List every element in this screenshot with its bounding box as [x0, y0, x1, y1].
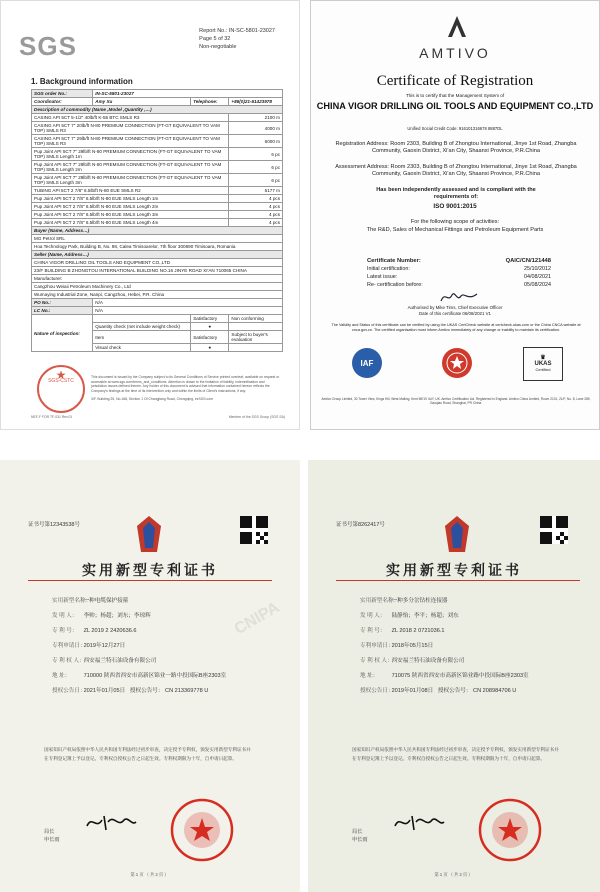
- utility-name: 一种多分岔钻柱连接器: [391, 598, 448, 604]
- subject-header: Subject to buyer's evaluation: [229, 331, 283, 344]
- ukas-badge: ♛ UKAS Certified: [523, 347, 563, 381]
- commodity-row: [32, 135, 283, 148]
- commodity-row: [32, 114, 283, 122]
- commodity-quantity: 5177 m: [229, 187, 283, 195]
- title-divider: [336, 580, 580, 581]
- svg-text:IAF: IAF: [360, 359, 374, 368]
- page-footer: 第1页（共2页）: [130, 872, 170, 877]
- company-name: CHINA VIGOR DRILLING OIL TOOLS AND EQUIPMENT CO.,LTD: [316, 101, 594, 111]
- recert-date: 05/08/2024: [524, 282, 551, 288]
- background-table: [31, 89, 283, 352]
- report-meta: [199, 27, 275, 51]
- sgs-footer-bar: NEF-F FOR TF-031 Rev.01 Member of the SGS Group (SGS SA): [31, 415, 285, 419]
- commodity-description: Pup Joint API 5CT 7" 29lb/ft N-80 PREMIUM CONNECTION (FT-GT EQUIVALENT TO VAM TOP) SMLS Length 2m: [32, 161, 229, 174]
- commodity-quantity: 4 pcs: [229, 195, 283, 203]
- commodity-description: CASING API 5CT 7" 29lb/ft N-80 PREMIUM CONNECTION (FT-GT EQUIVALENT TO VAM TOP) SMLS R3: [32, 135, 229, 148]
- certificate-title: Certificate of Registration: [376, 73, 534, 89]
- seller-name: CHINA VIGOR DRILLING OIL TOOLS AND EQUIPMENT CO.,LTD: [32, 259, 283, 267]
- cnipa-watermark: CNIPA: [232, 599, 283, 639]
- commodity-quantity: 4 pcs: [229, 219, 283, 227]
- commodity-description: Pup Joint API 5CT 7" 29lb/ft N-80 PREMIUM CONNECTION (FT-GT EQUIVALENT TO VAM TOP) SMLS Length 3m: [32, 174, 229, 187]
- grant-date: 2021年01月05日: [83, 688, 126, 694]
- sgs-report-page: [0, 0, 300, 430]
- po-value: N/A: [93, 299, 283, 307]
- qty-nonconf-cell: [229, 323, 283, 331]
- satisfactory-header: Satisfactory: [191, 315, 229, 323]
- commodity-quantity: 4 pcs: [229, 211, 283, 219]
- telephone-label: Telephone:: [191, 98, 229, 106]
- scope-intro: For the following scope of activities:: [410, 219, 500, 225]
- manufacturer-label: Manufacturer:: [32, 275, 283, 283]
- coordinator-value: Amy Xu: [93, 98, 191, 106]
- certificate-number: 证书号第8262417号: [336, 522, 385, 528]
- satisfactory-header-2: Satisfactory: [191, 331, 229, 344]
- grant-statement: 国家知识产权局依照中华人民共和国专利法经过初步审查，决定授予专利权，颁发实用新型专利证书并在专利登记簿上予以登记。专利权自授权公告之日起生效。专利权期限为十年，自申请日起算。: [44, 747, 251, 761]
- coordinator-label: Coordinator:: [32, 98, 93, 106]
- blank-cell: [93, 315, 191, 323]
- commodity-description: TUBING API 5CT 2 7/8" 6.5lb/ft N-80 EUE SMLS R2: [32, 187, 229, 195]
- commodity-description: CASING API 5CT 7" 20lb/ft N-80 PREMIUM CONNECTION (FT-GT EQUIVALENT TO VAM TOP) SMLS R3: [32, 122, 229, 135]
- patent-certificate-1: [0, 460, 300, 892]
- buyer-address: Hoa Technology Park, Building B, No. 98, Calea Timisoarelor, 7th floor 300690 Timisoara, Romania: [32, 243, 283, 251]
- iaf-badge-icon: [351, 347, 383, 379]
- patent-title: 实用新型专利证书: [82, 563, 218, 579]
- utility-name: 一种电缆保护接箍: [83, 598, 129, 604]
- grant-statement: 国家知识产权局依照中华人民共和国专利法经过初步审查，决定授予专利权，颁发实用新型专利证书并在专利登记簿上予以登记。专利权自授权公告之日起生效。专利权期限为十年，自申请日起算。: [352, 747, 559, 761]
- cnipa-emblem-icon: [134, 514, 164, 554]
- visual-check-mark: ●: [191, 344, 229, 352]
- assessed-line: Has been independently assessed and is compliant with the requirements of:: [376, 187, 536, 201]
- authorisation: Authorised by Mike Tims, Chief Executive Officer Date of this certificate 06/08/2021 V1: [407, 305, 503, 316]
- commodity-quantity: 6 pc: [229, 148, 283, 161]
- cnipa-emblem-icon: [442, 514, 472, 554]
- lc-label: LC No.:: [32, 307, 93, 315]
- sgs-logo: SGS: [19, 31, 77, 61]
- commodity-row: [32, 122, 283, 135]
- cert-number-label: Certificate Number:: [367, 258, 421, 264]
- commodity-label: Description of commodity (Name ,Model ,Quantity ,…): [32, 106, 283, 114]
- commodity-quantity: 6 pc: [229, 174, 283, 187]
- non-negotiable: Non-negotiable: [199, 44, 237, 50]
- nature-label: Nature of inspection:: [32, 315, 93, 352]
- seller-label: Seller (Name, Address…): [32, 251, 283, 259]
- validity-note: The Validity and Status of this certificate can be verified by using the UKAS CertCheck website at certcheck.ukas.com or the China CNCA website at cnca.gov.cn. The certified organisation must inform Amtivo immediately of any change or inability to maintain its certification.: [331, 323, 581, 332]
- credit-code: Unified Social Credit Code: 916101316678 8887DL: [407, 126, 503, 131]
- nonconforming-header: Non conforming: [229, 315, 283, 323]
- grant-date: 2019年01月08日: [391, 688, 434, 694]
- commodity-quantity: 2100 m: [229, 114, 283, 122]
- certificate-dates: [367, 257, 551, 289]
- cnas-seal-icon: [441, 347, 473, 379]
- director-label: 局长 申长雨: [44, 829, 60, 843]
- page-number: Page 5 of 32: [199, 36, 231, 42]
- director-signature-icon: [84, 812, 138, 834]
- recert-label: Re- certification before:: [367, 282, 423, 288]
- commodity-rows: [32, 114, 283, 227]
- patentee: 西安福兰特石油设备有限公司: [391, 658, 465, 664]
- commodity-row: [32, 203, 283, 211]
- commodity-quantity: 6 pc: [229, 161, 283, 174]
- buyer-label: Buyer (Name, Address…): [32, 227, 283, 235]
- standard: ISO 9001:2015: [433, 203, 477, 210]
- commodity-description: Pup Joint API 5CT 7" 29lb/ft N-80 PREMIUM CONNECTION (FT-GT EQUIVALENT TO VAM TOP) SMLS Length 1m: [32, 148, 229, 161]
- initial-date: 25/10/2012: [524, 266, 551, 272]
- commodity-row: [32, 187, 283, 195]
- official-seal-icon: [478, 798, 542, 862]
- qr-code-icon: [240, 516, 268, 544]
- commodity-row: [32, 174, 283, 187]
- commodity-description: Pup Joint API 5CT 2 7/8" 6.5lb/ft N-80 EUE SMLS Length 4m: [32, 219, 229, 227]
- sgs-footer-text: This document is issued by the Company subject to its General Conditions of Service printed overleaf, available on request or accessible at www.sgs.com/terms_and_conditions. Attention is drawn to the limitation of liability, indemnification and jurisdiction issues defined therein. Any holder of this document is advised that information contained hereon reflects the Company's findings at the time of its intervention only and within the limits of Client's instructions, if any. 3/F, Building 25, No.168, Section 1 Of Changjiang Road, Chongqing, ezSGS.com: [91, 375, 280, 402]
- commodity-row: [32, 219, 283, 227]
- commodity-row: [32, 148, 283, 161]
- commodity-quantity: 4 pcs: [229, 203, 283, 211]
- patent-number: ZL 2019 2 2420636.6: [83, 628, 137, 634]
- certify-line: This is to certify that the Management System of: [405, 93, 505, 98]
- patent-title: 实用新型专利证书: [386, 563, 522, 579]
- commodity-quantity: 4000 m: [229, 122, 283, 135]
- patentee-address: 710000 陕西省西安市高新区锦业一路中投国际B座2303室: [83, 673, 227, 679]
- commodity-row: [32, 211, 283, 219]
- amtivo-footer: Amtivo Group Limited, 30 Tower View, Kings Hill, West Malling, Kent ME19 4UY, UK. Amtivo Certification Ltd. Registered in England. Amtivo China Limited, Room 2101, 21/F, No. 8, Lane 289, Gaoqiao Road, Shanghai, PR China.: [321, 397, 591, 406]
- commodity-row: [32, 161, 283, 174]
- commodity-description: Pup Joint API 5CT 2 7/8" 6.5lb/ft N-80 EUE SMLS Length 2m: [32, 203, 229, 211]
- grant-number: CN 208984706 U: [473, 688, 517, 694]
- director-label: 局长 申长雨: [352, 829, 368, 843]
- certificate-number: 证书号第12343538号: [28, 522, 80, 528]
- telephone-value: +86(0)21-61423978: [229, 98, 283, 106]
- item-header: Item: [93, 331, 191, 344]
- patent-fields: 实用新型名称： 一种多分岔钻柱连接器 发 明 人： 陆静怡；李平；杨超；刘东 专 利 号： ZL 2018 2 0721036.1 专利申请日： 2018年05月15日 专 利 权 人： 西安福兰特石油设备有限公司 地 址： 710075 陕西省西安市高新区锦业路中投国际B座2303室 授权公告日： 2019年01月08日 授权公告号： CN 208984706 U: [360, 598, 529, 694]
- lc-value: N/A: [93, 307, 283, 315]
- buyer-name: MG Petrol SRL: [32, 235, 283, 243]
- title-divider: [28, 580, 272, 581]
- patent-certificate-2: [308, 460, 600, 892]
- director-signature-icon: [392, 812, 446, 834]
- qr-code-icon: [540, 516, 568, 544]
- filing-date: 2019年12月27日: [83, 643, 126, 649]
- grant-number: CN 213369778 U: [165, 688, 209, 694]
- inventors: 李帅；杨超；刘东；李琼辉: [83, 613, 151, 619]
- patentee-address: 710075 陕西省西安市高新区锦业路中投国际B座2303室: [391, 673, 529, 679]
- quantity-check-label: Quantity check (net include weight check): [93, 323, 191, 331]
- amtivo-logo: AMTIVO: [419, 45, 491, 61]
- page-footer: 第1页（共2页）: [434, 872, 474, 877]
- scope-text: The R&D, Sales of Mechanical Fittings and Petroleum Equipment Parts: [366, 227, 544, 233]
- commodity-description: Pup Joint API 5CT 2 7/8" 6.5lb/ft N-80 EUE SMLS Length 3m: [32, 211, 229, 219]
- po-label: PO No.:: [32, 299, 93, 307]
- order-value: IN-SC-5801-23027: [93, 90, 283, 98]
- manufacturer-name: Cangzhou Weiaii Petroleum Machinery Co., Ltd: [32, 283, 283, 291]
- sgs-stamp: ★ SGS-CSTC: [37, 365, 85, 413]
- assessment-address: Assessment Address: Room 2303, Building B of Zhongtou International, Jinye 1st Road, Zhangba Community, Gaoxin District, Xi'an City, Shaanxi Province, P.R.China: [335, 164, 577, 178]
- order-label: SGS order No.:: [32, 90, 93, 98]
- commodity-description: Pup Joint API 5CT 2 7/8" 6.5lb/ft N-80 EUE SMLS Length 1m: [32, 195, 229, 203]
- official-seal-icon: [170, 798, 234, 862]
- visual-check-label: Visual check: [93, 344, 191, 352]
- qty-check-mark: ●: [191, 323, 229, 331]
- cert-number: QAIC/CN/121448: [505, 258, 551, 264]
- patentee: 西安福兰特石油设备有限公司: [83, 658, 157, 664]
- seller-address: 23/F BUILDING B ZHONGTOU INTERNATIONAL BUILDING NO.16 JINYE ROAD XI'AN 710065 CHINA: [32, 267, 283, 275]
- registration-address: Registration Address: Room 2303, Building B of Zhongtou International, Jinye 1st Road, Zhangba Community, Gaoxin District, Xi'an City, Shaanxi Province, P.R.China: [335, 141, 577, 155]
- amtivo-mark-icon: [447, 15, 467, 39]
- latest-label: Latest issue:: [367, 274, 398, 280]
- latest-date: 04/08/2021: [524, 274, 551, 280]
- report-number: Report No.: IN-SC-5801-23027: [199, 28, 275, 34]
- patent-fields: 实用新型名称： 一种电缆保护接箍 发 明 人： 李帅；杨超；刘东；李琼辉 专 利 号： ZL 2019 2 2420636.6 专利申请日： 2019年12月27日 专 利 权 人： 西安福兰特石油设备有限公司 地 址： 710000 陕西省西安市高新区锦业一路中投国际B座2303室 授权公告日： 2021年01月05日 授权公告号： CN 213369778 U: [52, 598, 227, 694]
- signature-icon: [439, 289, 479, 305]
- initial-label: Initial certification:: [367, 266, 410, 272]
- inventors: 陆静怡；李平；杨超；刘东: [391, 613, 459, 619]
- filing-date: 2018年05月15日: [391, 643, 434, 649]
- patent-number: ZL 2018 2 0721036.1: [391, 628, 445, 634]
- commodity-quantity: 6000 m: [229, 135, 283, 148]
- manufacturer-address: Wumaying Industrial Zone, Nanpi, Cangzhou, Hebei, P.R. China: [32, 291, 283, 299]
- section-title: 1. Background information: [31, 77, 133, 86]
- commodity-row: [32, 195, 283, 203]
- amtivo-certificate: [310, 0, 600, 430]
- visual-subject-cell: [229, 344, 283, 352]
- commodity-description: CASING API 5CT 5-1/2" 40lb/ft K-55 BTC SMLS R3: [32, 114, 229, 122]
